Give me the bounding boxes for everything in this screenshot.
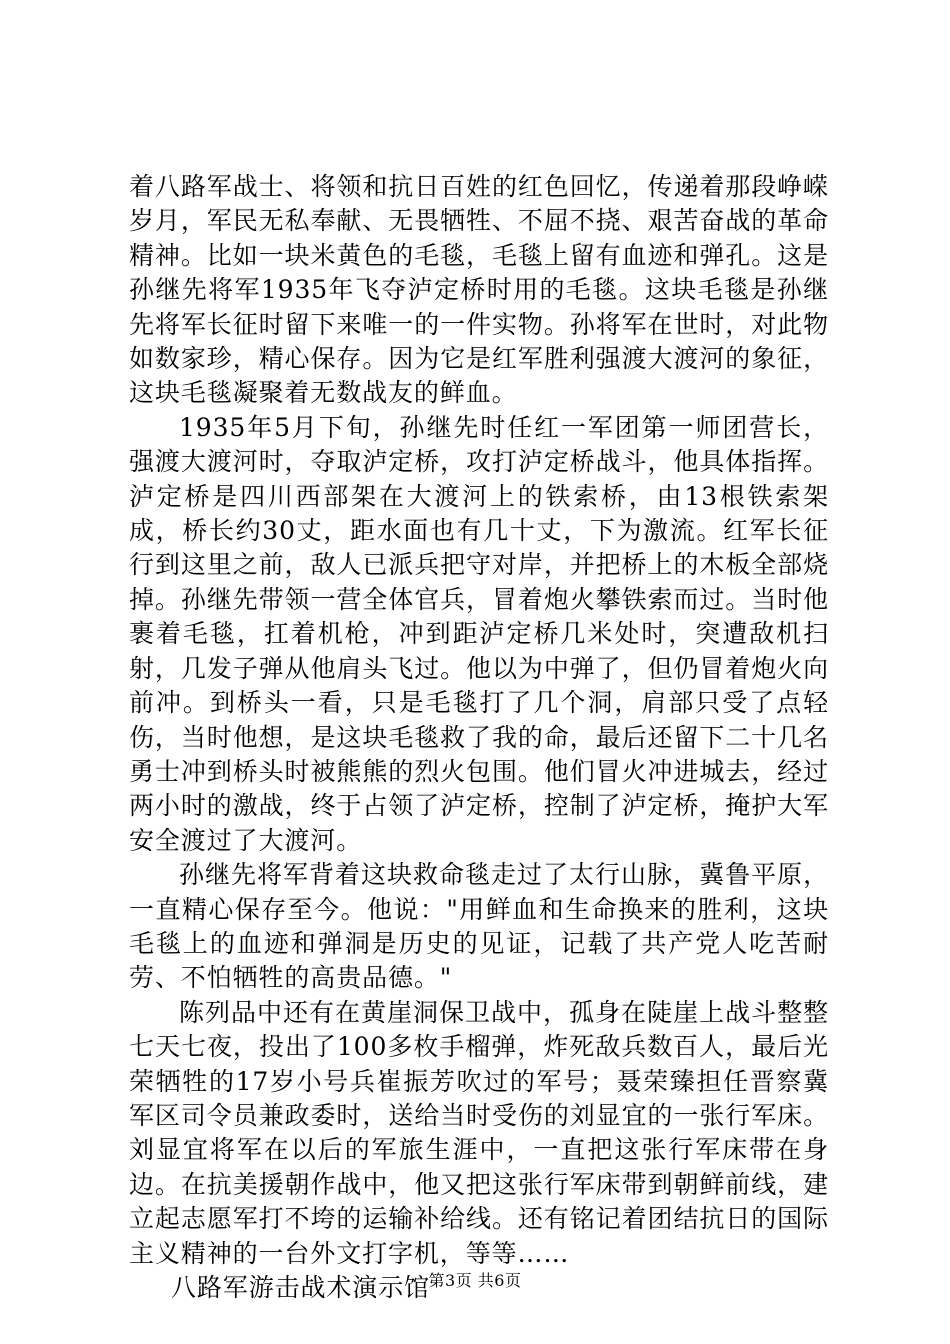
page-number: 第3页 共6页	[428, 1271, 522, 1290]
paragraph-1: 着八路军战士、将领和抗日百姓的红色回忆，传递着那段峥嵘岁月，军民无私奉献、无畏牺牲、不屈不挠、艰苦奋战的革命精神。比如一块米黄色的毛毯，毛毯上留有血迹和弹孔。这是孙继先将军1935年飞夺泸定桥时用的毛毯。这块毛毯是孙继先将军长征时留下来唯一的一件实物。孙将军在世时，对此物如数家珍，精心保存。因为它是红军胜利强渡大渡河的象征，这块毛毯凝聚着无数战友的鲜血。	[129, 172, 829, 408]
paragraph-2: 1935年5月下旬，孙继先时任红一军团第一师团营长，强渡大渡河时，夺取泸定桥，攻打泸定桥战斗，他具体指挥。泸定桥是四川西部架在大渡河上的铁索桥，由13根铁索架成，桥长约30丈，距水面也有几十丈，下为激流。红军长征行到这里之前，敌人已派兵把守对岸，并把桥上的木板全部烧掉。孙继先带领一营全体官兵，冒着炮火攀铁索而过。当时他裹着毛毯，扛着机枪，冲到距泸定桥几米处时，突遭敌机扫射，几发子弹从他肩头飞过。他以为中弹了，但仍冒着炮火向前冲。到桥头一看，只是毛毯打了几个洞，肩部只受了点轻伤，当时他想，是这块毛毯救了我的命，最后还留下二十几名勇士冲到桥头时被熊熊的烈火包围。他们冒火冲进城去，经过两小时的激战，终于占领了泸定桥，控制了泸定桥，掩护大军安全渡过了大渡河。	[129, 412, 829, 855]
paragraph-3: 孙继先将军背着这块救命毯走过了太行山脉，冀鲁平原，一直精心保存至今。他说："用鲜血和生命换来的胜利，这块毛毯上的血迹和弹洞是历史的见证，记载了共产党人吃苦耐劳、不怕牺牲的高贵品德。"	[129, 860, 829, 993]
body-text	[129, 170, 829, 1305]
section-heading: 八路军游击战术演示馆	[171, 1273, 431, 1302]
paragraph-4: 陈列品中还有在黄崖洞保卫战中，孤身在陡崖上战斗整整七天七夜，投出了100多枚手榴弹，炸死敌兵数百人，最后光荣牺牲的17岁小号兵崔振芳吹过的军号；聂荣臻担任晋察冀军区司令员兼政委时，送给当时受伤的刘显宜的一张行军床。刘显宜将军在以后的军旅生涯中，一直把这张行军床带在身边。在抗美援朝作战中，他又把这张行军床带到朝鲜前线，建立起志愿军打不垮的运输补给线。还有铭记着团结抗日的国际主义精神的一台外文打字机，等等……	[129, 997, 829, 1268]
